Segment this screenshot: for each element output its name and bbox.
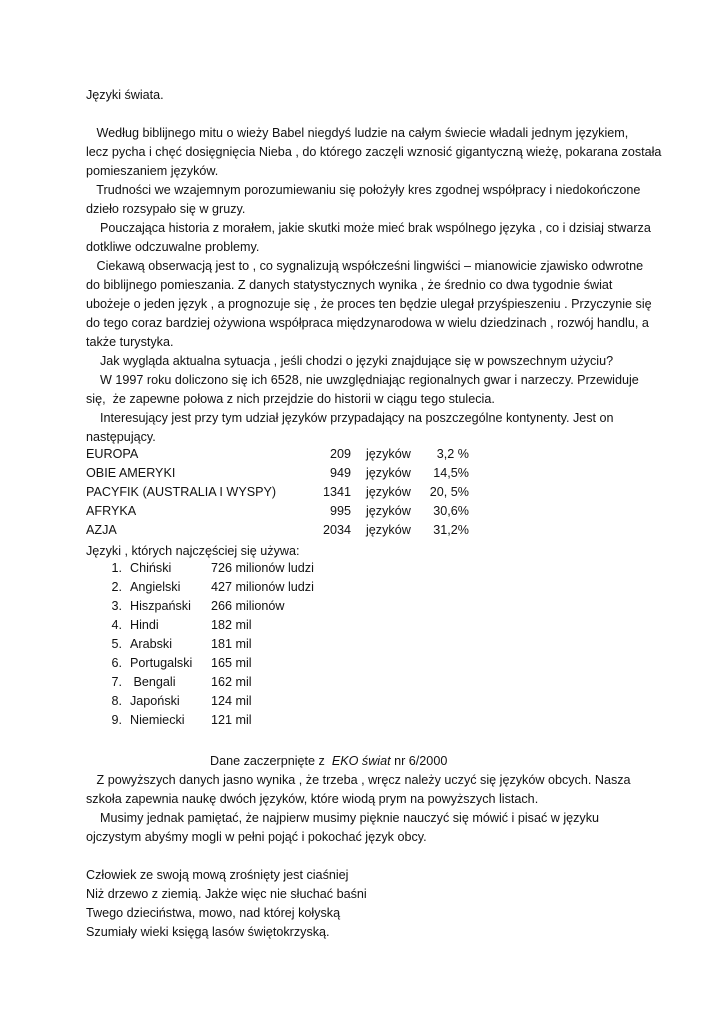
continent-name: AZJA xyxy=(86,523,117,537)
list-number: 5. xyxy=(111,637,122,651)
text-line: dotkliwe odczuwalne problemy. xyxy=(86,240,260,254)
source-citation xyxy=(210,752,447,771)
speaker-count: 266 milionów xyxy=(211,599,285,613)
text-line: także turystyka. xyxy=(86,335,174,349)
list-number: 2. xyxy=(111,580,122,594)
speaker-count: 165 mil xyxy=(211,656,252,670)
text-line: Musimy jednak pamiętać, że najpierw musimy pięknie nauczyć się mówić i pisać w języku xyxy=(86,811,600,825)
language-name: Hiszpański xyxy=(130,599,191,613)
text-line: następujący. xyxy=(86,430,156,444)
language-name: Niemiecki xyxy=(130,713,185,727)
language-count: 949 xyxy=(329,466,351,480)
text-line: dzieło rozsypało się w gruzy. xyxy=(86,202,246,216)
languages-heading: Języki , których najczęściej się używa: xyxy=(86,544,300,558)
speaker-count: 726 milionów ludzi xyxy=(211,561,314,575)
language-count: 2034 xyxy=(322,523,351,537)
text-line: Według biblijnego mitu o wieży Babel niegdyś ludzie na całym świecie władali jednym językiem, xyxy=(86,126,629,140)
list-number: 8. xyxy=(111,694,122,708)
text-line: Ciekawą obserwacją jest to , co sygnalizują współcześni lingwiści – mianowicie zjawisko odwrotne xyxy=(86,259,644,273)
list-number: 7. xyxy=(111,675,122,689)
language-count: 209 xyxy=(329,447,351,461)
list-number: 9. xyxy=(111,713,122,727)
list-number: 6. xyxy=(111,656,122,670)
table-row xyxy=(86,523,486,542)
text-line: Z powyższych danych jasno wynika , że trzeba , wręcz należy uczyć się języków obcych. Nasza xyxy=(86,773,631,787)
table-row xyxy=(86,504,486,523)
speaker-count: 181 mil xyxy=(211,637,252,651)
text-line: lecz pycha i chęć dosięgnięcia Nieba , do którego zaczęli wznosić gigantyczną wieżę, pokarana została xyxy=(86,145,662,159)
language-name: Portugalski xyxy=(130,656,193,670)
list-item xyxy=(86,580,386,599)
list-item xyxy=(86,675,386,694)
source-suffix: nr 6/2000 xyxy=(390,754,448,768)
text-line: pomieszaniem języków. xyxy=(86,164,219,178)
source-prefix: Dane zaczerpnięte z xyxy=(210,754,332,768)
speaker-count: 427 milionów ludzi xyxy=(211,580,314,594)
percent-share: 3,2 % xyxy=(436,447,469,461)
poem-line: Człowiek ze swoją mową zrośnięty jest ciaśniej xyxy=(86,868,349,882)
text-line: ojczystym abyśmy mogli w pełni pojąć i pokochać język obcy. xyxy=(86,830,427,844)
text-line: szkoła zapewnia naukę dwóch języków, które wiodą prym na powyższych listach. xyxy=(86,792,539,806)
table-row xyxy=(86,485,486,504)
text-line: się, że zapewne połowa z nich przejdzie do historii w ciągu tego stulecia. xyxy=(86,392,495,406)
percent-share: 31,2% xyxy=(433,523,469,537)
speaker-count: 162 mil xyxy=(211,675,252,689)
text-line: do tego coraz bardziej ożywiona współpraca międzynarodowa w wielu dziedzinach , rozwój handlu, a xyxy=(86,316,649,330)
list-item xyxy=(86,561,386,580)
list-number: 3. xyxy=(111,599,122,613)
unit-label: języków xyxy=(366,447,411,461)
language-name: Hindi xyxy=(130,618,159,632)
text-line: Jak wygląda aktualna sytuacja , jeśli chodzi o języki znajdujące się w powszechnym użyciu? xyxy=(86,354,614,368)
unit-label: języków xyxy=(366,466,411,480)
percent-share: 20, 5% xyxy=(429,485,469,499)
language-name: Japoński xyxy=(130,694,180,708)
language-count: 1341 xyxy=(322,485,351,499)
table-row xyxy=(86,447,486,466)
continent-name: OBIE AMERYKI xyxy=(86,466,176,480)
speaker-count: 121 mil xyxy=(211,713,252,727)
list-item xyxy=(86,618,386,637)
text-line: do biblijnego pomieszania. Z danych statystycznych wynika , że średnio co dwa tygodnie świat xyxy=(86,278,613,292)
percent-share: 14,5% xyxy=(433,466,469,480)
list-item xyxy=(86,656,386,675)
continent-name: PACYFIK (AUSTRALIA I WYSPY) xyxy=(86,485,277,499)
unit-label: języków xyxy=(366,504,411,518)
poem-line: Szumiały wieki księgą lasów świętokrzyską. xyxy=(86,925,330,939)
language-name: Chiński xyxy=(130,561,172,575)
poem-line: Twego dzieciństwa, mowo, nad której kołyską xyxy=(86,906,341,920)
text-line: Interesujący jest przy tym udział języków przypadający na poszczególne kontynenty. Jest on xyxy=(86,411,614,425)
language-name: Arabski xyxy=(130,637,172,651)
unit-label: języków xyxy=(366,485,411,499)
language-count: 995 xyxy=(329,504,351,518)
continent-name: AFRYKA xyxy=(86,504,137,518)
list-item xyxy=(86,637,386,656)
language-name: Angielski xyxy=(130,580,181,594)
table-row xyxy=(86,466,486,485)
text-line: Trudności we wzajemnym porozumiewaniu się położyły kres zgodnej współpracy i niedokończone xyxy=(86,183,641,197)
continent-name: EUROPA xyxy=(86,447,139,461)
speaker-count: 124 mil xyxy=(211,694,252,708)
source-publication: EKO świat xyxy=(331,754,391,768)
list-item xyxy=(86,694,386,713)
list-number: 1. xyxy=(111,561,122,575)
language-name: Bengali xyxy=(130,675,176,689)
document-title: Języki świata. xyxy=(86,88,164,102)
poem-line: Niż drzewo z ziemią. Jakże więc nie słuchać baśni xyxy=(86,887,367,901)
list-item xyxy=(86,713,386,732)
unit-label: języków xyxy=(366,523,411,537)
list-number: 4. xyxy=(111,618,122,632)
text-line: Pouczająca historia z morałem, jakie skutki może mieć brak wspólnego języka , co i dzisiaj stwarza xyxy=(86,221,651,235)
text-line: ubożeje o jeden język , a prognozuje się , że proces ten będzie ulegał przyśpieszeniu . Przyczynie się xyxy=(86,297,652,311)
speaker-count: 182 mil xyxy=(211,618,252,632)
text-line: W 1997 roku doliczono się ich 6528, nie uwzględniając regionalnych gwar i narzeczy. Przewiduje xyxy=(86,373,639,387)
percent-share: 30,6% xyxy=(433,504,469,518)
list-item xyxy=(86,599,386,618)
